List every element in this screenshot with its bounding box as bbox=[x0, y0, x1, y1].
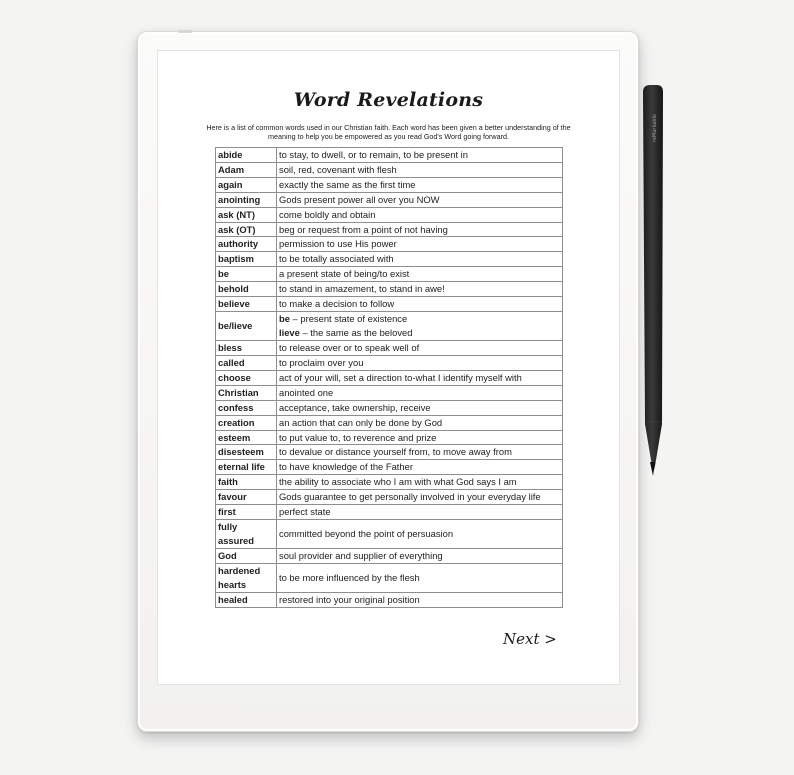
table-row bbox=[216, 267, 563, 282]
definition-cell: come boldly and obtain bbox=[277, 207, 563, 222]
term-cell: hardened hearts bbox=[216, 564, 277, 593]
glossary-table bbox=[215, 147, 563, 608]
term-cell: authority bbox=[216, 237, 277, 252]
term-cell: ask (OT) bbox=[216, 222, 277, 237]
table-row bbox=[216, 282, 563, 297]
term-cell: first bbox=[216, 505, 277, 520]
table-row bbox=[216, 162, 563, 177]
definition-part-word: be bbox=[279, 312, 290, 324]
definition-cell: to make a decision to follow bbox=[277, 297, 563, 312]
definition-part-word: lieve bbox=[279, 326, 300, 338]
definition-part-meaning: – present state of existence bbox=[289, 312, 408, 324]
table-row bbox=[216, 370, 563, 385]
definition-cell: to devalue or distance yourself from, to move away from bbox=[277, 445, 563, 460]
table-row bbox=[216, 505, 563, 520]
term-cell: confess bbox=[216, 400, 277, 415]
glossary-body bbox=[216, 148, 563, 608]
term-cell: God bbox=[216, 549, 277, 564]
table-row bbox=[216, 475, 563, 490]
term-cell: Adam bbox=[216, 162, 277, 177]
definition-cell: beg or request from a point of not having bbox=[277, 222, 563, 237]
definition-part-meaning: – the same as the beloved bbox=[299, 326, 413, 338]
definition-cell: permission to use His power bbox=[277, 237, 563, 252]
definition-cell: to be more influenced by the flesh bbox=[277, 564, 563, 593]
definition-cell: to be totally associated with bbox=[277, 252, 563, 267]
table-row bbox=[216, 564, 563, 593]
term-cell: Christian bbox=[216, 385, 277, 400]
table-row bbox=[216, 460, 563, 475]
table-row bbox=[216, 445, 563, 460]
term-cell: healed bbox=[216, 593, 277, 608]
page-title: Word Revelations bbox=[293, 89, 484, 111]
definition-part bbox=[279, 312, 560, 326]
table-row bbox=[216, 355, 563, 370]
definition-cell: to proclaim over you bbox=[277, 355, 563, 370]
term-cell: baptism bbox=[216, 252, 277, 267]
definition-cell: acceptance, take ownership, receive bbox=[277, 400, 563, 415]
definition-cell: to stand in amazement, to stand in awe! bbox=[277, 282, 563, 297]
power-button bbox=[178, 30, 192, 33]
term-cell: fully assured bbox=[216, 520, 277, 549]
table-row bbox=[216, 237, 563, 252]
term-cell: behold bbox=[216, 282, 277, 297]
term-cell: be/lieve bbox=[216, 311, 277, 340]
stylus-brand-text: reMarkable bbox=[652, 114, 658, 142]
intro-text: Here is a list of common words used in our Christian faith. Each word has been given a better understanding of the meaning to help you be empowered as you read God's Word going forward. bbox=[206, 123, 571, 141]
definition-cell: perfect state bbox=[277, 505, 563, 520]
table-row bbox=[216, 400, 563, 415]
term-cell: abide bbox=[216, 148, 277, 163]
table-row bbox=[216, 549, 563, 564]
table-row bbox=[216, 311, 563, 340]
term-cell: favour bbox=[216, 490, 277, 505]
next-page-link[interactable]: Next > bbox=[503, 630, 557, 648]
definition-cell: anointed one bbox=[277, 385, 563, 400]
definition-cell: restored into your original position bbox=[277, 593, 563, 608]
table-row bbox=[216, 415, 563, 430]
definition-cell: the ability to associate who I am with what God says I am bbox=[277, 475, 563, 490]
table-row bbox=[216, 490, 563, 505]
table-row bbox=[216, 520, 563, 549]
definition-cell: committed beyond the point of persuasion bbox=[277, 520, 563, 549]
table-row bbox=[216, 177, 563, 192]
term-cell: faith bbox=[216, 475, 277, 490]
term-cell: choose bbox=[216, 370, 277, 385]
definition-cell bbox=[277, 311, 563, 340]
table-row bbox=[216, 297, 563, 312]
term-cell: be bbox=[216, 267, 277, 282]
definition-cell: soil, red, covenant with flesh bbox=[277, 162, 563, 177]
term-cell: bless bbox=[216, 340, 277, 355]
term-cell: esteem bbox=[216, 430, 277, 445]
definition-cell: Gods present power all over you NOW bbox=[277, 192, 563, 207]
table-row bbox=[216, 222, 563, 237]
term-cell: again bbox=[216, 177, 277, 192]
term-cell: believe bbox=[216, 297, 277, 312]
table-row bbox=[216, 385, 563, 400]
table-row bbox=[216, 252, 563, 267]
term-cell: eternal life bbox=[216, 460, 277, 475]
definition-part bbox=[279, 326, 560, 340]
term-cell: called bbox=[216, 355, 277, 370]
tablet-edge bbox=[144, 729, 632, 735]
table-row bbox=[216, 430, 563, 445]
definition-cell: an action that can only be done by God bbox=[277, 415, 563, 430]
definition-cell: to have knowledge of the Father bbox=[277, 460, 563, 475]
term-cell: anointing bbox=[216, 192, 277, 207]
stylus-pen bbox=[639, 84, 669, 484]
e-ink-tablet bbox=[137, 31, 639, 732]
term-cell: ask (NT) bbox=[216, 207, 277, 222]
table-row bbox=[216, 148, 563, 163]
definition-cell: soul provider and supplier of everything bbox=[277, 549, 563, 564]
definition-cell: act of your will, set a direction to-what I identify myself with bbox=[277, 370, 563, 385]
table-row bbox=[216, 593, 563, 608]
definition-cell: to stay, to dwell, or to remain, to be present in bbox=[277, 148, 563, 163]
term-cell: disesteem bbox=[216, 445, 277, 460]
definition-cell: Gods guarantee to get personally involved in your everyday life bbox=[277, 490, 563, 505]
table-row bbox=[216, 192, 563, 207]
definition-cell: to put value to, to reverence and prize bbox=[277, 430, 563, 445]
definition-cell: a present state of being/to exist bbox=[277, 267, 563, 282]
table-row bbox=[216, 340, 563, 355]
tablet-screen bbox=[157, 50, 620, 685]
definition-cell: to release over or to speak well of bbox=[277, 340, 563, 355]
term-cell: creation bbox=[216, 415, 277, 430]
definition-cell: exactly the same as the first time bbox=[277, 177, 563, 192]
table-row bbox=[216, 207, 563, 222]
